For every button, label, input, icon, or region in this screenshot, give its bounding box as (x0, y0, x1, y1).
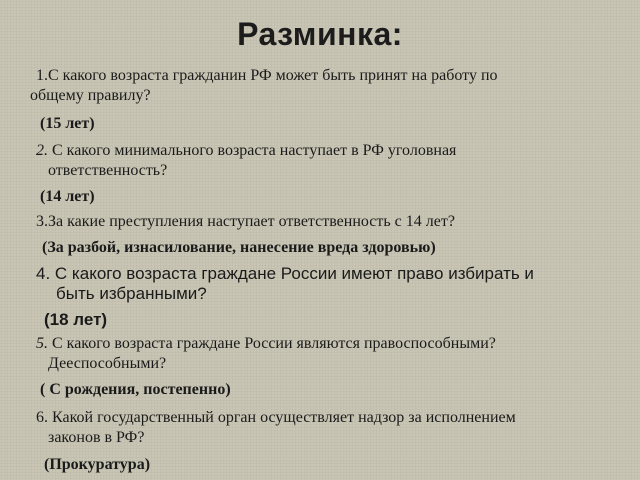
question-4-line-2: быть избранными? (56, 284, 207, 303)
slide-title: Разминка: (237, 16, 403, 52)
question-5-line-1 (0, 334, 640, 354)
question-4-number: 4. (36, 264, 51, 283)
question-1-number: 1. (36, 67, 48, 84)
answer-2: (14 лет) (40, 188, 95, 205)
question-6-text: Какой государственный орган осуществляет надзор за исполнением (52, 409, 516, 426)
question-1-text: С какого возраста гражданин РФ может быть принят на работу по (48, 67, 498, 84)
question-6-line-1 (0, 408, 640, 428)
question-1-line-1 (0, 66, 640, 86)
question-5-line-2: Дееспособными? (48, 355, 167, 372)
question-4-line-1 (0, 264, 640, 284)
question-2-line-1 (0, 141, 640, 161)
question-1-line-2: общему правилу? (30, 87, 151, 104)
question-2-line-2: ответственность? (48, 162, 168, 179)
question-5-number: 5. (36, 335, 48, 352)
question-2-number: 2. (36, 142, 48, 159)
question-6-number: 6. (36, 409, 48, 426)
question-2-text: С какого минимального возраста наступает в РФ уголовная (52, 142, 457, 159)
answer-6: (Прокуратура) (44, 456, 151, 473)
answer-3: (За разбой, изнасилование, нанесение вреда здоровью) (42, 239, 436, 256)
answer-4: (18 лет) (44, 310, 108, 329)
question-3-line-1 (0, 212, 640, 232)
answer-1: (15 лет) (40, 115, 95, 132)
question-5-text: С какого возраста граждане России являются правоспособными? (52, 335, 496, 352)
question-3-text: За какие преступления наступает ответственность с 14 лет? (48, 213, 455, 230)
question-3-number: 3. (36, 213, 48, 230)
question-6-line-2: законов в РФ? (48, 429, 145, 446)
question-4-text: С какого возраста граждане России имеют право избирать и (54, 264, 534, 283)
answer-5: ( С рождения, постепенно) (40, 381, 231, 398)
